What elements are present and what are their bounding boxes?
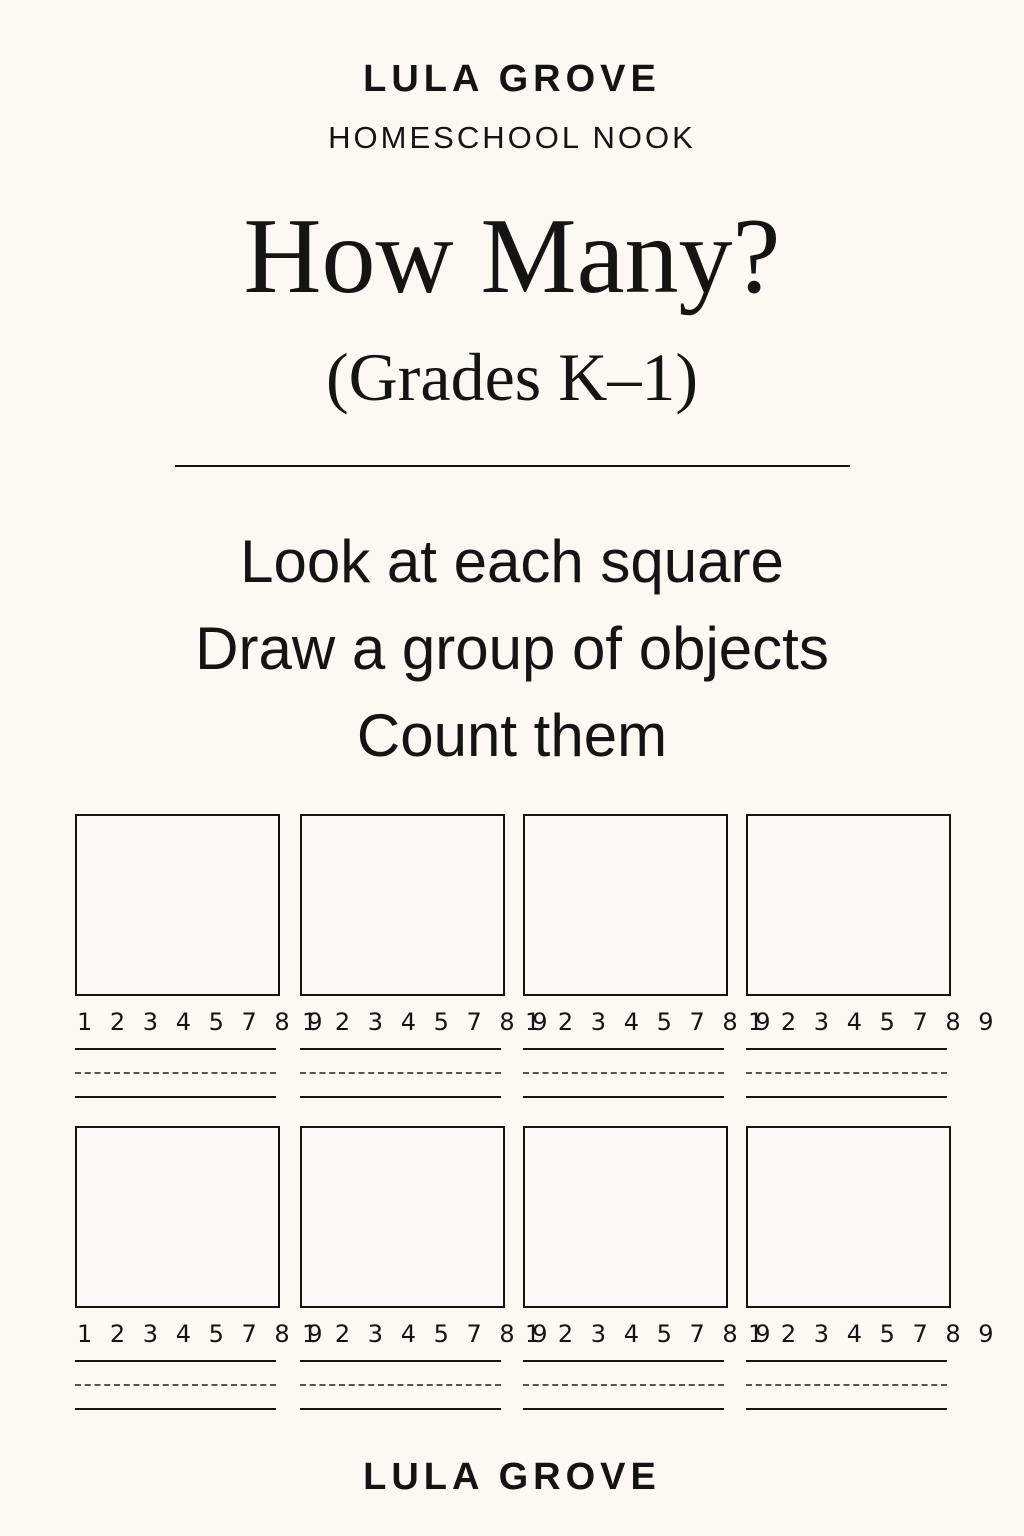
writing-line-mid [523, 1072, 724, 1074]
writing-line-top [300, 1048, 501, 1050]
brand-subtitle: HOMESCHOOL NOOK [328, 120, 696, 155]
counting-card [75, 814, 328, 1098]
writing-line-top [746, 1048, 947, 1050]
writing-line-base[interactable] [523, 1408, 724, 1410]
writing-line-mid [523, 1384, 724, 1386]
instruction-line: Look at each square [240, 528, 784, 595]
number-row: 1 2 3 4 5 7 8 9 [77, 1008, 328, 1036]
writing-line-top [746, 1360, 947, 1362]
drawing-box[interactable] [300, 814, 505, 996]
counting-card [75, 1126, 328, 1410]
counting-card [523, 814, 776, 1098]
writing-line-mid [75, 1384, 276, 1386]
instruction-line: Count them [356, 702, 668, 769]
page-title: How Many? [243, 197, 781, 316]
writing-line-mid [300, 1384, 501, 1386]
number-row: 1 2 3 4 5 7 8 9 [302, 1008, 553, 1036]
drawing-box[interactable] [746, 814, 951, 996]
number-row: 1 2 3 4 5 7 8 9 [525, 1008, 776, 1036]
writing-line-base[interactable] [746, 1096, 947, 1098]
drawing-box[interactable] [300, 1126, 505, 1308]
counting-card [300, 814, 553, 1098]
number-row: 1 2 3 4 5 7 8 9 [77, 1320, 328, 1348]
number-row: 1 2 3 4 5 7 8 9 [748, 1008, 999, 1036]
writing-line-base[interactable] [300, 1408, 501, 1410]
brand-name: LULA GROVE [363, 58, 661, 100]
counting-card [523, 1126, 776, 1410]
writing-line-base[interactable] [300, 1096, 501, 1098]
writing-line-top [300, 1360, 501, 1362]
counting-card [300, 1126, 553, 1410]
drawing-box[interactable] [75, 814, 280, 996]
drawing-box[interactable] [75, 1126, 280, 1308]
drawing-box[interactable] [746, 1126, 951, 1308]
instructions [0, 518, 1024, 779]
number-row: 1 2 3 4 5 7 8 9 [525, 1320, 776, 1348]
number-row: 1 2 3 4 5 7 8 9 [302, 1320, 553, 1348]
writing-line-top [523, 1360, 724, 1362]
writing-line-base[interactable] [746, 1408, 947, 1410]
writing-line-top [523, 1048, 724, 1050]
writing-line-mid [746, 1384, 947, 1386]
counting-card [746, 1126, 999, 1410]
writing-line-mid [746, 1072, 947, 1074]
title-divider [175, 465, 850, 467]
writing-line-base[interactable] [75, 1408, 276, 1410]
writing-line-base[interactable] [75, 1096, 276, 1098]
writing-line-mid [75, 1072, 276, 1074]
number-row: 1 2 3 4 5 7 8 9 [748, 1320, 999, 1348]
counting-card [746, 814, 999, 1098]
writing-line-top [75, 1360, 276, 1362]
writing-line-base[interactable] [523, 1096, 724, 1098]
drawing-box[interactable] [523, 814, 728, 996]
footer-brand: LULA GROVE [363, 1456, 661, 1498]
grade-level: (Grades K–1) [326, 339, 698, 415]
writing-line-mid [300, 1072, 501, 1074]
writing-line-top [75, 1048, 276, 1050]
instruction-line: Draw a group of objects [195, 615, 829, 682]
drawing-box[interactable] [523, 1126, 728, 1308]
